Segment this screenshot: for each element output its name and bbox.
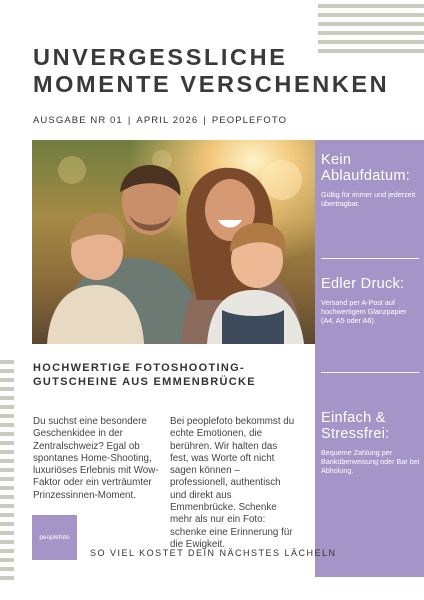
sidebar-heading: Einfach & Stressfrei:: [321, 410, 390, 442]
article-column-2: Bei peoplefoto bekommst du echte Emotionen, die berühren. Wir halten das fest, was Worte oft nicht sagen können – professionell, authentisch und direkt aus Emmenbrücke. Schenke mehr als nur ein Foto: schenke eine Erinnerung für die Ewigkeit.: [170, 416, 295, 550]
family-photo: [32, 140, 315, 344]
article-column-1: Du suchst eine besondere Geschenkidee in der Zentralschweiz? Egal ob spontanes Home-Shooting, luxuriöses Erlebnis mit Wow-Faktor oder ein verträumter Prinzessinnen-Moment.: [33, 416, 159, 501]
sidebar-text: Bequeme Zahlung per Banküberweisung oder Bar bei Abholung.: [321, 448, 420, 475]
page-title: [33, 44, 403, 98]
article-headline: HOCHWERTIGE FOTOSHOOTING-GUTSCHEINE AUS EMMENBRÜCKE: [33, 362, 256, 388]
sidebar-text: Gültig für immer und jederzeit übertragbar.: [321, 190, 416, 208]
sidebar-divider: [321, 372, 419, 373]
issue-date: APRIL 2026: [136, 115, 199, 126]
sidebar-divider: [321, 258, 419, 259]
sidebar-heading: Edler Druck:: [321, 276, 405, 292]
sidebar-block-payment: [321, 410, 421, 475]
issue-number: AUSGABE NR 01: [33, 115, 123, 126]
decorative-stripes-left: [0, 360, 14, 580]
issue-line: [33, 115, 287, 126]
brand-logo: [32, 515, 77, 560]
issue-separator: |: [127, 115, 132, 126]
sidebar-heading: Kein Ablaufdatum:: [321, 152, 411, 184]
sidebar-panel: [315, 140, 424, 577]
title-line-1: UNVERGESSLICHE: [33, 44, 288, 70]
logo-text: peoplefoto: [39, 534, 70, 541]
sidebar-block-validity: [321, 152, 421, 208]
issue-separator: |: [203, 115, 207, 126]
sidebar-block-print: [321, 276, 421, 325]
tagline: SO VIEL KOSTET DEIN NÄCHSTES LÄCHELN: [90, 548, 337, 558]
sidebar-text: Versand per A-Post auf hochwertigem Glanzpapier (A4, A5 oder A6).: [321, 298, 407, 325]
issue-brand: PEOPLEFOTO: [211, 115, 288, 126]
family-photo-illustration: [32, 140, 315, 344]
title-line-2: MOMENTE VERSCHENKEN: [33, 71, 390, 97]
